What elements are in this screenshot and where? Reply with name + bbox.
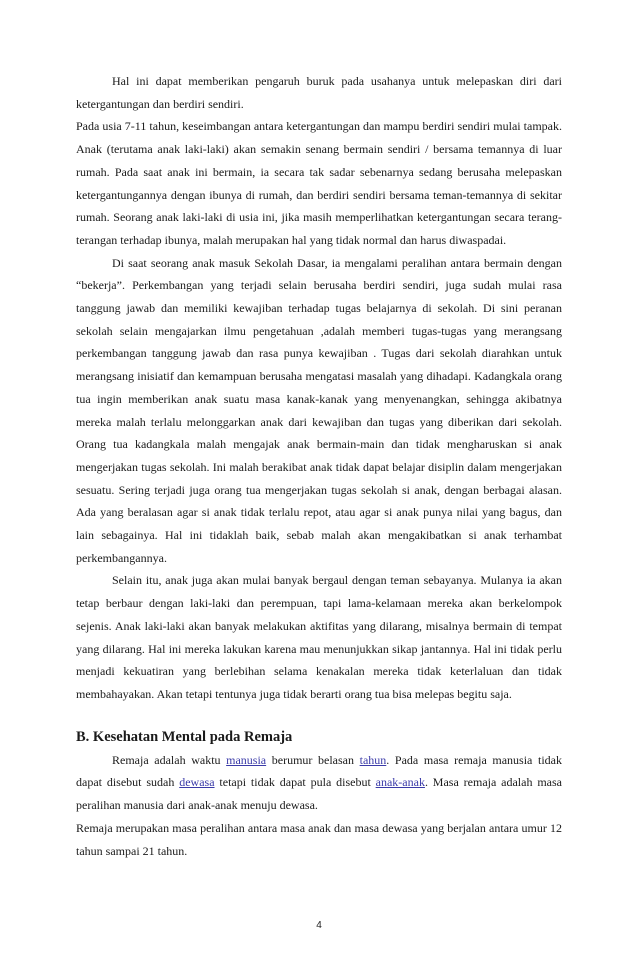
section-heading: B. Kesehatan Mental pada Remaja (76, 728, 293, 745)
paragraph-sekolah-dasar: Di saat seorang anak masuk Sekolah Dasar, ia mengalami peralihan antara bermain dengan “bekerja”. Perkembangan yang terjadi selain berusaha berdiri sendiri, juga sudah mulai rasa tanggung jawab dan memiliki kewajiban terhadap tugas belajarnya di sekolah. Di sini peranan sekolah selain mengajarkan ilmu pengetahuan ,adalah memberi tugas-tugas yang merangsang perkembangan tanggung jawab dan rasa punya kewajiban . Tugas dari sekolah diarahkan untuk merangsang inisiatif dan kemampuan berusaha mengatasi masalah yang dihadapi. Kadangkala orang tua ingin memberikan anak suatu masa kanak-kanak yang menyenangkan, sehingga akibatnya mereka malah terlalu melonggarkan anak dari kewajiban dan tugas yang diberikan dari sekolah. Orang tua kadangkala malah mengajak anak bermain-main dan tidak mengharuskan si anak mengerjakan tugas sekolah. Ini malah berakibat anak tidak dapat belajar disiplin dalam mengerjakan sesuatu. Sering terjadi juga orang tua mengerjakan tugas sekolah si anak, dengan berbagai alasan. Ada yang beralasan agar si anak tidak terlalu repot, atau agar si anak punya nilai yang bagus, dan lain sebagainya. Hal ini tidaklah baik, sebab malah akan mengakibatkan si anak terhambat perkembangannya. (76, 255, 562, 565)
paragraph-bergaul: Selain itu, anak juga akan mulai banyak bergaul dengan teman sebayanya. Mulanya ia akan tetap berbaur dengan laki-laki dan perempuan, tapi lama-kelamaan mereka akan berkelompok sejenis. Anak laki-laki akan banyak melakukan aktifitas yang dilarang, misalnya bermain di tempat yang dilarang. Hal ini mereka lakukan karena mau menunjukkan sikap jantannya. Hal ini tidak perlu menjadi kekuatiran yang berlebihan selama kenakalan mereka tidak keterlaluan dan tidak membahayakan. Akan tetapi tentunya juga tidak berarti orang tua bisa melepas begitu saja. (76, 573, 562, 701)
page-content (76, 70, 562, 862)
link-manusia[interactable]: manusia (226, 752, 267, 767)
paragraph-age-7-11: Pada usia 7-11 tahun, keseimbangan antara ketergantungan dan mampu berdiri sendiri mulai tampak. Anak (terutama anak laki-laki) akan semakin senang bermain sendiri / bersama temannya di luar rumah. Pada saat anak ini bermain, ia secara tak sadar sebenarnya sedang berusaha melepaskan ketergantungannya dengan ibunya di rumah, dan berdiri sendiri bersama teman-temannya di sekitar rumah. Seorang anak laki-laki di usia ini, jika masih memperlihatkan ketergantungan secara terang-terangan terhadap ibunya, malah merupakan hal yang tidak normal dan harus diwaspadai. (76, 119, 562, 247)
text-segment: . Pada masa remaja manusia tidak dapat disebut sudah (76, 752, 562, 790)
paragraph-remaja-definition (76, 749, 562, 817)
paragraph-intro: Hal ini dapat memberikan pengaruh buruk pada usahanya untuk melepaskan diri dari ketergantungan dan berdiri sendiri. (76, 74, 562, 111)
text-segment: berumur belasan (266, 752, 360, 767)
text-segment: . Masa remaja adalah masa peralihan manusia dari anak-anak menuju dewasa. (76, 775, 562, 813)
link-tahun[interactable]: tahun (359, 752, 387, 767)
text-segment: tetapi tidak dapat pula disebut (214, 775, 376, 790)
link-anak-anak[interactable]: anak-anak (375, 775, 425, 790)
link-dewasa[interactable]: dewasa (179, 775, 215, 790)
paragraph-remaja-age-range: Remaja merupakan masa peralihan antara masa anak dan masa dewasa yang berjalan antara umur 12 tahun sampai 21 tahun. (76, 820, 562, 858)
page-number: 4 (316, 920, 322, 931)
text-segment: Remaja adalah waktu (112, 752, 227, 767)
